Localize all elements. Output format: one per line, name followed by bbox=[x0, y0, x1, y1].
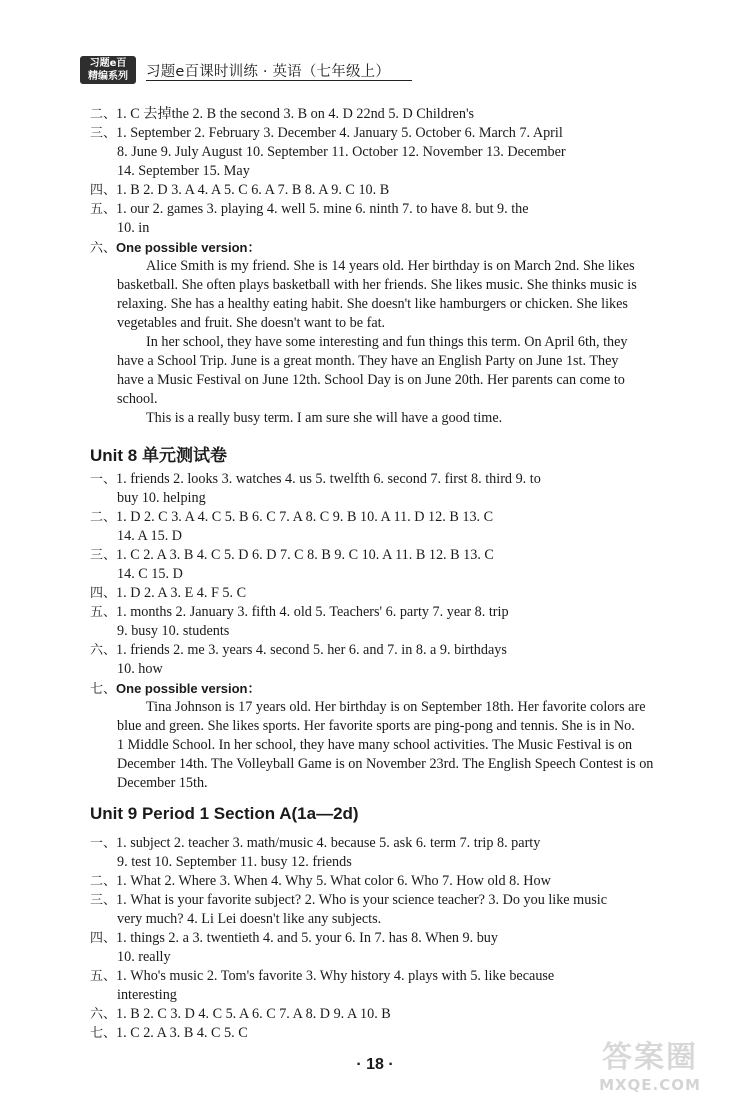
essay-line: have a School Trip. June is a great month. They have an English Party on June 1st. They bbox=[117, 353, 619, 369]
answer-line: 9. busy 10. students bbox=[117, 623, 230, 639]
essay-line: In her school, they have some interesting and fun things this term. On April 6th, they bbox=[146, 334, 628, 350]
answer-line: 10. how bbox=[117, 661, 163, 677]
essay-line: December 15th. bbox=[117, 775, 208, 791]
essay-line: relaxing. She has a healthy eating habit. She doesn't like hamburgers or chicken. She likes bbox=[117, 296, 628, 312]
answer-line: 一、1. friends 2. looks 3. watches 4. us 5. twelfth 6. second 7. first 8. third 9. to bbox=[90, 471, 541, 487]
book-title: 习题e百课时训练 · 英语（七年级上） bbox=[146, 64, 391, 80]
answer-line: 一、1. subject 2. teacher 3. math/music 4. because 5. ask 6. term 7. trip 8. party bbox=[90, 835, 541, 851]
header-rule bbox=[146, 80, 412, 81]
watermark-url: MXQE.COM bbox=[599, 1076, 701, 1094]
answer-line: 10. really bbox=[117, 949, 171, 965]
answer-line: 8. June 9. July August 10. September 11. October 12. November 13. December bbox=[117, 144, 566, 160]
answer-line: 五、1. our 2. games 3. playing 4. well 5. mine 6. ninth 7. to have 8. but 9. the bbox=[90, 201, 529, 217]
essay-line: Alice Smith is my friend. She is 14 years old. Her birthday is on March 2nd. She likes bbox=[146, 258, 635, 274]
answer-line: 二、1. What 2. Where 3. When 4. Why 5. What color 6. Who 7. How old 8. How bbox=[90, 873, 551, 889]
essay-line: have a Music Festival on June 12th. School Day is on June 20th. Her parents can come to bbox=[117, 372, 625, 388]
essay-line: blue and green. She likes sports. Her favorite sports are ping-pong and tennis. She is in No. bbox=[117, 718, 635, 734]
essay-line: basketball. She often plays basketball with her friends. She likes music. She thinks music is bbox=[117, 277, 637, 293]
answer-line: 14. September 15. May bbox=[117, 163, 250, 179]
answer-line: 六、1. friends 2. me 3. years 4. second 5. her 6. and 7. in 8. a 9. birthdays bbox=[90, 642, 507, 658]
unit-9-heading: Unit 9 Period 1 Section A(1a—2d) bbox=[90, 804, 359, 823]
answer-line: 二、1. D 2. C 3. A 4. C 5. B 6. C 7. A 8. C 9. B 10. A 11. D 12. B 13. C bbox=[90, 509, 494, 525]
answer-line: 二、1. C 去掉the 2. B the second 3. B on 4. D 22nd 5. D Children's bbox=[90, 106, 475, 122]
answer-line: interesting bbox=[117, 987, 177, 1003]
answer-line: 四、1. B 2. D 3. A 4. A 5. C 6. A 7. B 8. A 9. C 10. B bbox=[90, 182, 390, 198]
essay-line: This is a really busy term. I am sure she will have a good time. bbox=[146, 410, 503, 426]
answer-line: 四、1. things 2. a 3. twentieth 4. and 5. your 6. In 7. has 8. When 9. buy bbox=[90, 930, 498, 946]
essay-line: 1 Middle School. In her school, they have many school activities. The Music Festival is on bbox=[117, 737, 633, 753]
logo-line-2: 精编系列 bbox=[88, 71, 128, 82]
answer-line: 五、1. months 2. January 3. fifth 4. old 5. Teachers' 6. party 7. year 8. trip bbox=[90, 604, 509, 620]
answer-line: 七、1. C 2. A 3. B 4. C 5. C bbox=[90, 1025, 248, 1041]
answer-line: 六、One possible version： bbox=[90, 240, 261, 256]
answer-line: buy 10. helping bbox=[117, 490, 206, 506]
answer-line: 三、1. C 2. A 3. B 4. C 5. D 6. D 7. C 8. B 9. C 10. A 11. B 12. B 13. C bbox=[90, 547, 494, 563]
answer-line: very much? 4. Li Lei doesn't like any subjects. bbox=[117, 911, 382, 927]
answer-line: 五、1. Who's music 2. Tom's favorite 3. Why history 4. plays with 5. like because bbox=[90, 968, 555, 984]
answer-line: 9. test 10. September 11. busy 12. friends bbox=[117, 854, 352, 870]
logo-line-1: 习题e百 bbox=[89, 58, 127, 69]
essay-line: vegetables and fruit. She doesn't want to be fat. bbox=[117, 315, 386, 331]
answer-line: 六、1. B 2. C 3. D 4. C 5. A 6. C 7. A 8. D 9. A 10. B bbox=[90, 1006, 391, 1022]
essay-line: school. bbox=[117, 391, 158, 407]
series-logo bbox=[80, 56, 136, 84]
answer-line: 10. in bbox=[117, 220, 150, 236]
page-number: · 18 · bbox=[356, 1056, 394, 1073]
watermark-text: 答案圈 bbox=[602, 1040, 698, 1075]
watermark-logo bbox=[560, 1040, 740, 1102]
essay-line: Tina Johnson is 17 years old. Her birthday is on September 18th. Her favorite colors are bbox=[146, 699, 646, 715]
answer-line: 三、1. September 2. February 3. December 4. January 5. October 6. March 7. April bbox=[90, 125, 563, 141]
answer-line: 14. A 15. D bbox=[117, 528, 183, 544]
answer-line: 四、1. D 2. A 3. E 4. F 5. C bbox=[90, 585, 247, 601]
essay-line: December 14th. The Volleyball Game is on November 23rd. The English Speech Contest is on bbox=[117, 756, 654, 772]
unit-8-heading: Unit 8 单元测试卷 bbox=[90, 446, 227, 465]
page-header bbox=[80, 56, 412, 84]
answer-line: 七、One possible version： bbox=[90, 681, 261, 697]
answer-line: 三、1. What is your favorite subject? 2. Who is your science teacher? 3. Do you like music bbox=[90, 892, 608, 908]
answer-line: 14. C 15. D bbox=[117, 566, 183, 582]
